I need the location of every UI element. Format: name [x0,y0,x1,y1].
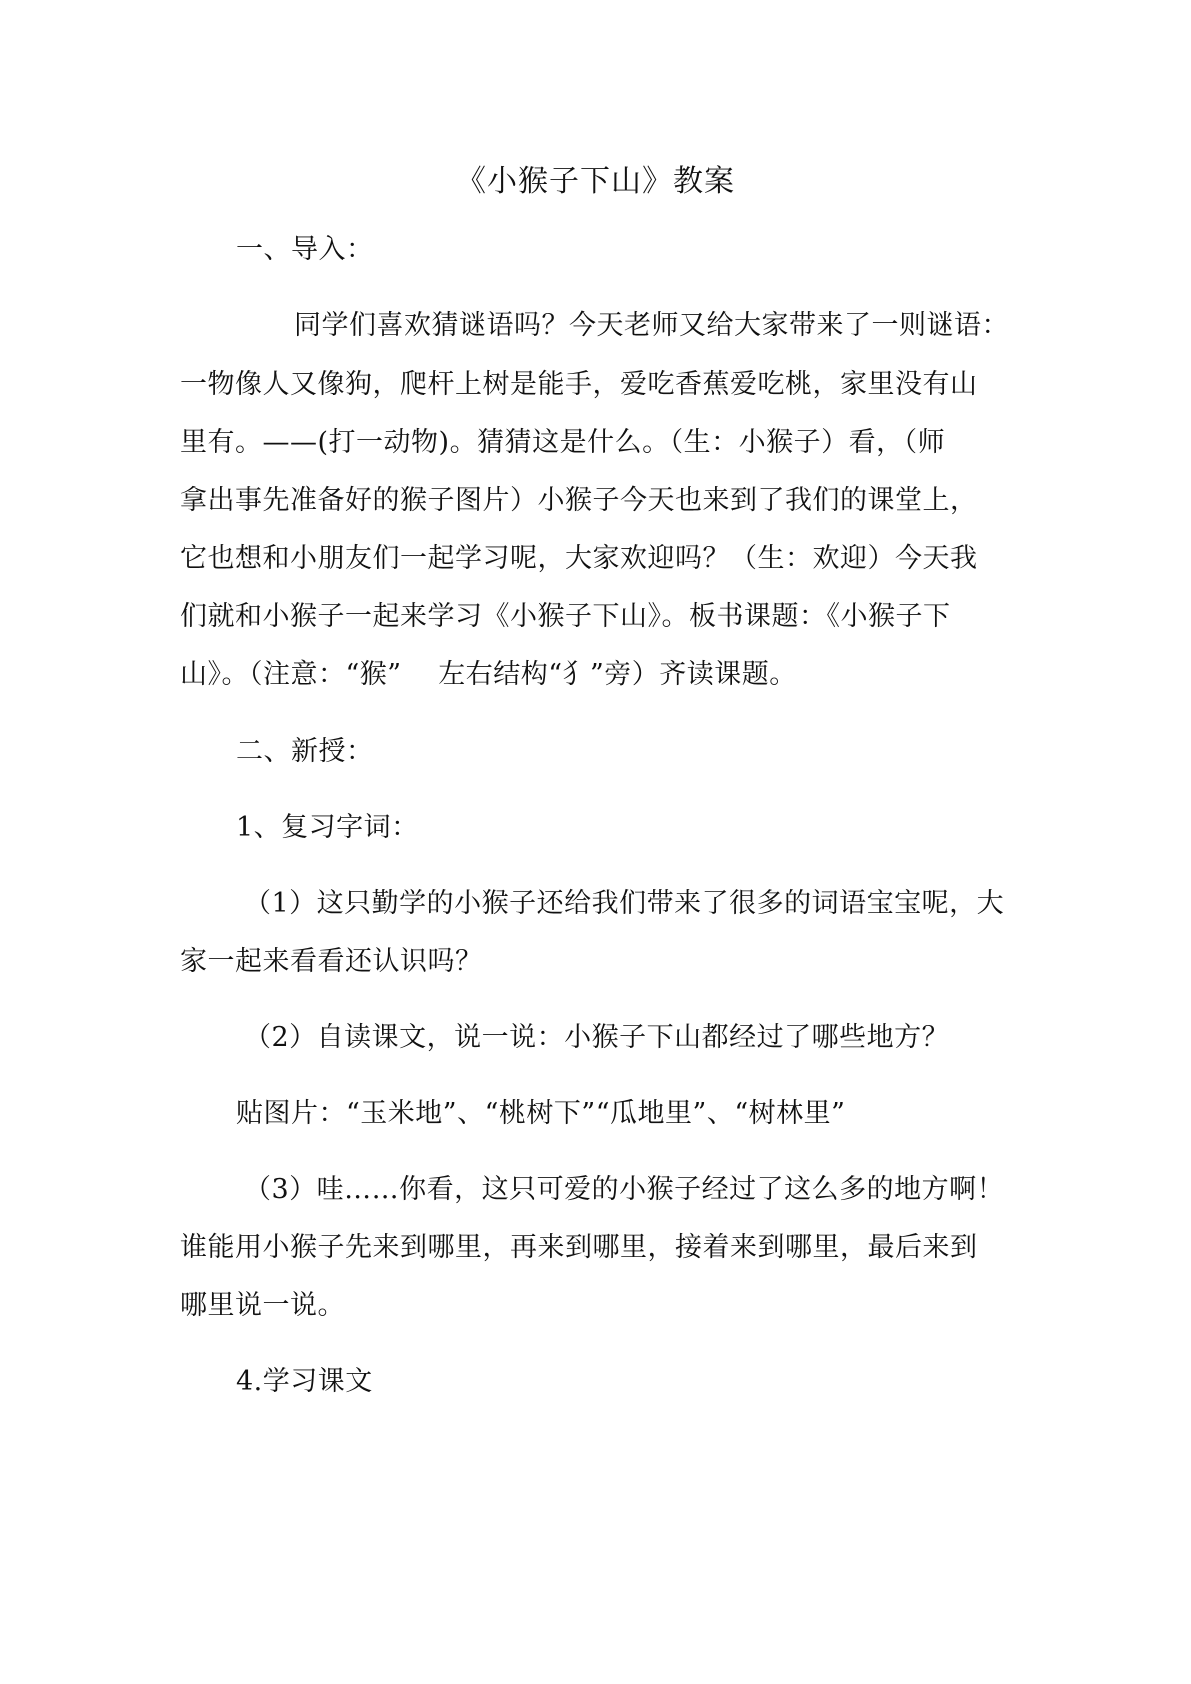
paragraph-line: 里有。——(打一动物)。猜猜这是什么。（生：小猴子）看，（师 [180,427,946,458]
subsection-heading: 4.学习课文 [236,1366,373,1397]
paragraph-line: 山》。（注意：“猴” 左右结构“犭”旁）齐读课题。 [180,659,797,690]
paragraph-line: （1）这只勤学的小猴子还给我们带来了很多的词语宝宝呢，大 [244,888,1005,919]
section-heading-intro: 一、导入： [236,234,374,265]
document-title: 《小猴子下山》教案 [456,164,735,199]
paragraph-line: 一物像人又像狗，爬杆上树是能手，爱吃香蕉爱吃桃，家里没有山 [180,369,978,400]
paragraph-line: 拿出事先准备好的猴子图片）小猴子今天也来到了我们的课堂上， [180,485,978,516]
paragraph-line: 它也想和小朋友们一起学习呢，大家欢迎吗？（生：欢迎）今天我 [180,543,978,574]
paragraph-line: 家一起来看看还认识吗？ [180,946,483,977]
paragraph-line: 谁能用小猴子先来到哪里，再来到哪里，接着来到哪里，最后来到 [180,1232,978,1263]
subsection-heading: 1、复习字词： [236,812,419,843]
paragraph-line: 哪里说一说。 [180,1290,345,1321]
paragraph-line: 同学们喜欢猜谜语吗？今天老师又给大家带来了一则谜语： [294,310,1009,341]
paragraph-line: 们就和小猴子一起来学习《小猴子下山》。板书课题：《小猴子下 [180,601,951,632]
paragraph-line: （3）哇……你看，这只可爱的小猴子经过了这么多的地方啊！ [244,1174,1005,1205]
section-heading-new-lesson: 二、新授： [236,736,374,767]
paragraph-line: （2）自读课文，说一说：小猴子下山都经过了哪些地方？ [244,1022,950,1053]
paragraph-line: 贴图片：“玉米地”、“桃树下”“瓜地里”、“树林里” [236,1098,846,1129]
